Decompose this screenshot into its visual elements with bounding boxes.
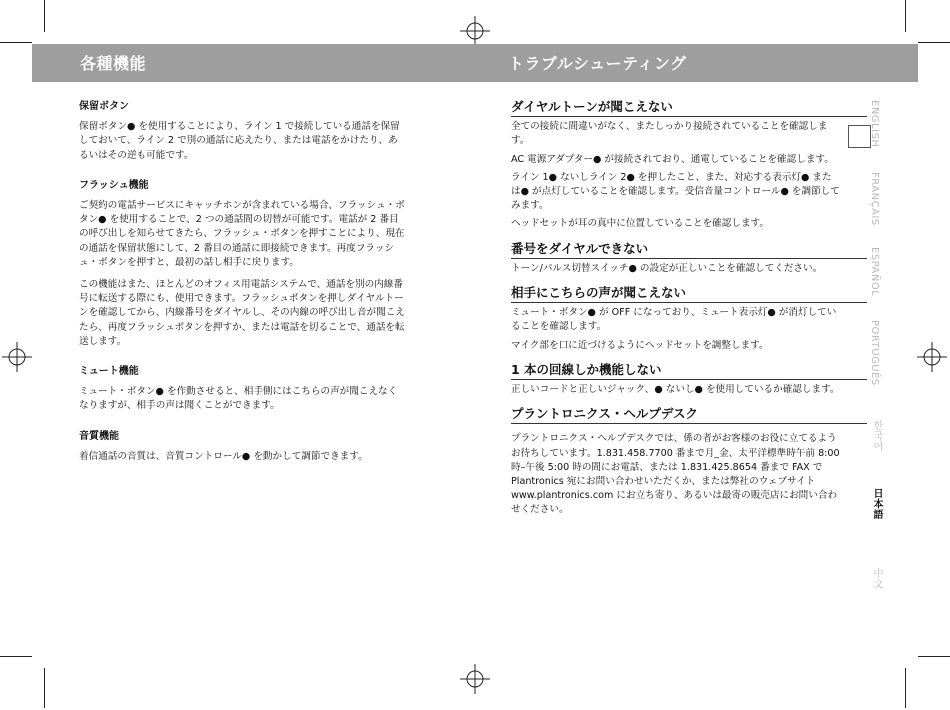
language-tab-korean[interactable]: 한국어 (871, 420, 882, 452)
troubleshooting-column (511, 100, 841, 528)
section-text: AC 電源アダプター● が接続されており、通電していることを確認します。 (511, 153, 834, 165)
section-text: プラントロニクス・ヘルプデスクでは、係の者がお客様のお役に立てるようお待ちしています。1.831.458.7700 番まで月_金、太平洋標準時午前 8:00 時–午後 5:00 時の間にお電話、または 1.831.425.8654 番まで FAX で Plantronics 宛にお問い合わせいただくか、または弊社のウェブサイト www.plantronics.com にお立ち寄り、あるいは最寄の販売店にお問い合わせください。 (511, 433, 840, 516)
left-header-bar (32, 44, 470, 82)
crop-mark (0, 42, 32, 43)
mute-paragraph: ミュート・ボタン● を作動させると、相手側にはこちらの声が聞こえなくなりますが、相手の声は聞くことができます。 (79, 386, 398, 412)
language-tab-japanese[interactable]: 日本語 (871, 488, 882, 520)
language-tab-espanol[interactable]: ESPAÑOL (869, 247, 880, 297)
hold-paragraph: 保留ボタン● を使用することにより、ライン 1 で接続している通話を保留しておいて、ライン 2 で別の通話に応えたり、または電話をかけたり、あるいはその逆も可能です。 (79, 121, 400, 161)
tone-paragraph: 着信通話の音質は、音質コントロール● を動かして調節できます。 (79, 450, 368, 462)
section-text: ヘッドセットが耳の真中に位置していることを確認します。 (511, 218, 769, 230)
crop-mark (44, 0, 45, 32)
section-text: トーン/パルス切替スイッチ● の設定が正しいことを確認してください。 (511, 262, 823, 274)
section-heading: プラントロニクス・ヘルプデスク (511, 407, 867, 424)
section-text: 全ての接続に間違いがなく、またしっかり接続されていることを確認します。 (511, 121, 828, 147)
section-text: ミュート・ボタン● が OFF になっており、ミュート表示灯● が消灯していることを確認します。 (511, 307, 837, 333)
features-column (79, 100, 405, 472)
one-line-only-section (511, 363, 841, 397)
crop-mark (44, 668, 45, 708)
cannot-dial-section (511, 242, 841, 276)
language-tab-english[interactable]: ENGLISH (869, 100, 880, 148)
crop-mark (918, 42, 950, 43)
section-heading: 1 本の回線しか機能しない (511, 363, 867, 380)
flash-paragraph: ご契約の電話サービスにキャッチホンが含まれている場合、フラッシュ・ボタン● を使用することで、2 つの通話間の切替が可能です。電話が 2 番目の呼び出しを知らせてきたら、フラッシュ・ボタンを押すことにより、現在の通話を保留状態にして、2 番目の通話に即接続できます。再度フラッシュ・ボタンを押すと、最初の話し相手に戻ります。 (79, 200, 405, 268)
section-heading: ダイヤルトーンが聞こえない (511, 100, 867, 117)
language-tab-portugues[interactable]: PORTUGUÊS (869, 320, 880, 386)
language-index-marker (848, 125, 871, 148)
language-tab-chinese[interactable]: 中文 (871, 568, 882, 589)
section-text: ライン 1● ないしライン 2● を押したこと、また、対応する表示灯● または● が点灯していることを確認します。受信音量コントロール● を調節してみます。 (511, 171, 840, 212)
flash-transfer-paragraph: この機能はまた、ほとんどのオフィス用電話システムで、通話を別の内線番号に転送する際にも、使用できます。フラッシュボタンを押しダイヤルトーンを確認してから、内線番号をダイヤルし、その内線の呼び出し音が聞こえたら、再度フラッシュボタンを押すか、または電話を切ることで、通話を転送します。 (79, 279, 405, 347)
section-text: マイク部を口に近づけるようにヘッドセットを調整します。 (511, 339, 769, 351)
registration-mark-icon (917, 342, 947, 372)
right-header-bar (470, 44, 918, 82)
registration-mark-icon (460, 664, 490, 694)
registration-mark-icon (460, 16, 490, 46)
flash-heading: フラッシュ機能 (79, 179, 149, 191)
section-heading: 番号をダイヤルできない (511, 242, 867, 259)
registration-mark-icon (2, 342, 32, 372)
right-page-title: トラブルシューティング (508, 54, 687, 73)
helpdesk-section (511, 407, 841, 517)
tone-heading: 音質機能 (79, 430, 119, 442)
mute-heading: ミュート機能 (79, 366, 139, 378)
caller-cannot-hear-section (511, 286, 841, 353)
section-text: 正しいコードと正しいジャック、● ないし● を使用しているか確認します。 (511, 384, 840, 396)
no-dial-tone-section (511, 100, 841, 232)
section-heading: 相手にこちらの声が聞こえない (511, 286, 867, 303)
crop-mark (905, 0, 906, 32)
left-page-title: 各種機能 (80, 54, 147, 73)
crop-mark (918, 656, 950, 657)
language-tab-francais[interactable]: FRANÇAIS (869, 172, 880, 226)
hold-heading: 保留ボタン (79, 101, 129, 112)
crop-mark (905, 668, 906, 708)
crop-mark (0, 656, 32, 657)
